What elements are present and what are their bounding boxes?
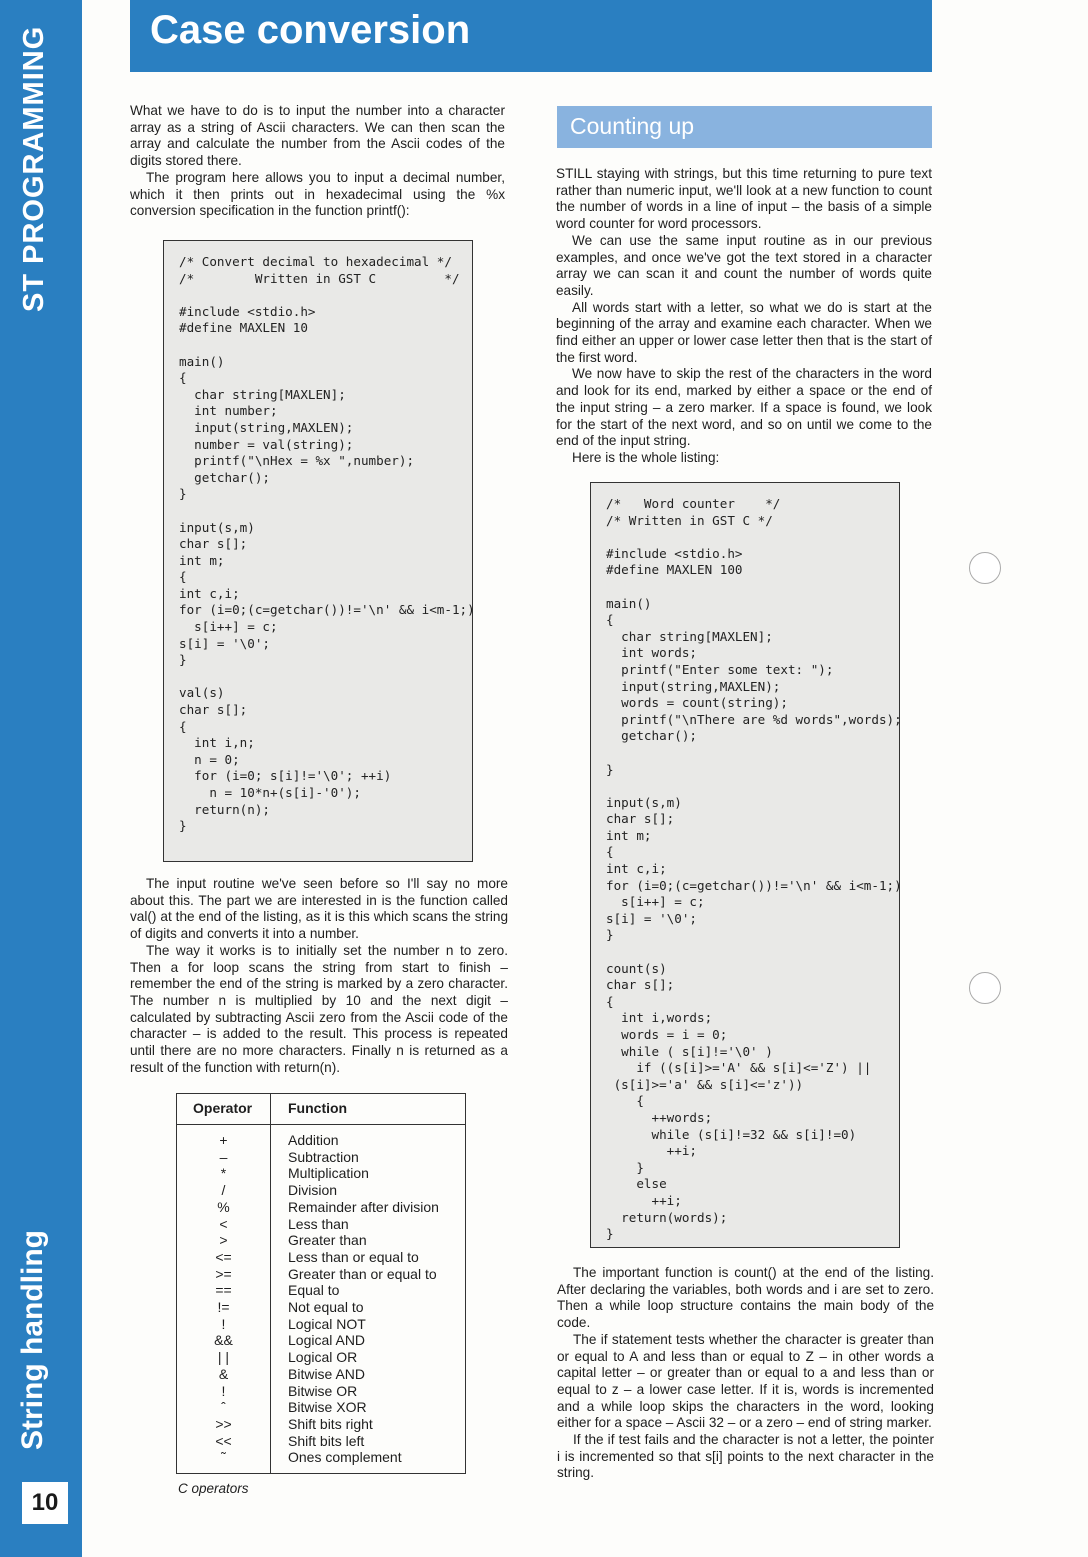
- subheading: Counting up: [570, 113, 695, 139]
- function-cell: Greater than: [288, 1232, 367, 1249]
- function-cell: Not equal to: [288, 1299, 364, 1316]
- operator-cell: *: [220, 1165, 227, 1182]
- table-caption: C operators: [178, 1481, 249, 1496]
- binder-hole: [969, 552, 1001, 584]
- function-cell: Remainder after division: [288, 1198, 439, 1215]
- operator-cell: &: [218, 1365, 229, 1382]
- page-title: Case conversion: [150, 8, 471, 52]
- function-cell: Addition: [288, 1132, 339, 1148]
- code-listing-word-counter: /* Word counter */ /* Written in GST C */ #include <stdio.h> #define MAXLEN 100 main() { char string[MAXLEN]; int words; printf("Enter some text: "); input(string,MAXLEN); words = count(string); printf("\nThere are %d words",words); getchar(); } input(s,m) char s[]; int m; { int c,i; for (i=0;(c=getchar())!='\n' && i<m-1;) s[i++] = c; s[i] = '\0'; } count(s) char s[]; { int i,words; words = i = 0; while ( s[i]!='\0' ) if ((s[i]>='A' && s[i]<='Z') || (s[i]>='a' && s[i]<='z')) { ++words; while (s[i]!=32 && s[i]!=0) ++i; } else ++i; return(words); }: [590, 482, 900, 1248]
- left-after: [130, 876, 508, 1076]
- function-cell: Logical OR: [288, 1349, 358, 1366]
- operator-cell: ˆ: [221, 1399, 226, 1416]
- operators-table: [176, 1093, 466, 1474]
- operator-cell: | |: [217, 1349, 230, 1366]
- function-cell: Division: [288, 1182, 338, 1199]
- paragraph: The if statement tests whether the character is greater than or equal to A and less than or equal to Z – in other words a capital letter – or greater than or equal to a and less than or equal to z – a lower case letter. If it is, words is incremented and a while loop skips the characters in the word, looking either for a space – Ascii 32 – or a zero – end of string marker.: [557, 1331, 934, 1431]
- column-divider: [270, 1094, 271, 1473]
- operator-cell: ==: [215, 1282, 232, 1299]
- operator-cell: –: [219, 1148, 228, 1165]
- right-after: [557, 1265, 934, 1482]
- function-cell: Logical AND: [288, 1332, 366, 1349]
- title-bar: [130, 0, 932, 72]
- operator-cell: !: [221, 1382, 226, 1399]
- paragraph: We can use the same input routine as in our previous examples, and once we've got the text stored in a character array we can scan it and count the number of words quite easily.: [556, 232, 932, 298]
- operator-cell: <<: [215, 1432, 232, 1449]
- operator-cell: &&: [214, 1332, 233, 1349]
- paragraph: The program here allows you to input a decimal number, which it then prints out in hexadecimal using the %x conversion specification in the function printf():: [130, 169, 505, 219]
- operator-cell: !=: [217, 1299, 230, 1316]
- left-intro: [130, 103, 505, 220]
- function-cell: Less than or equal to: [288, 1248, 419, 1265]
- header-operator: Operator: [193, 1100, 253, 1116]
- function-cell: Bitwise OR: [288, 1382, 358, 1399]
- operator-cell: %: [217, 1198, 230, 1215]
- paragraph: The way it works is to initially set the number n to zero. Then a for loop scans the string from start to finish – remember the end of the string is marked by a zero character. The number n is multiplied by 10 and the next digit – calculated by subtracting Ascii zero from the Ascii code of the character – is added to the result. This process is repeated until there are no more characters. Finally n is returned as a result of the function with return(n).: [130, 942, 508, 1075]
- operator-column: [177, 1132, 270, 1466]
- paragraph: Here is the whole listing:: [572, 449, 720, 465]
- function-cell: Multiplication: [288, 1165, 369, 1182]
- operator-cell: ˜: [221, 1449, 226, 1466]
- function-cell: Logical NOT: [288, 1315, 366, 1332]
- paragraph: All words start with a letter, so what we do is start at the beginning of the array and examine each character. When we find either an upper or lower case letter then that is the start of the first word.: [556, 299, 932, 365]
- operator-cell: >>: [215, 1415, 232, 1432]
- paragraph: The input routine we've seen before so I'll say no more about this. The part we are interested in is the function called val() at the end of the listing, as it is this which scans the string of digits and converts it into a number.: [130, 876, 508, 942]
- paragraph: If the if test fails and the character is not a letter, the pointer i is incremented so that s[i] points to the next character in the string.: [557, 1432, 934, 1481]
- paragraph: What we have to do is to input the number into a character array as a string of Ascii characters. We can then scan the array and calculate the number from the Ascii codes of the digits stored there.: [130, 103, 505, 169]
- paragraph: STILL staying with strings, but this time returning to pure text rather than numeric input, we'll look at a new function to count the number of words in a line of input – the basis of a simple word counter for word processors.: [556, 166, 932, 232]
- paragraph: We now have to skip the rest of the characters in the word and look for its end, marked by either a space or the end of the input string – a zero marker. If a space is found, we look for the start of the next word, and so on until we come to the end of the input string.: [556, 366, 932, 449]
- page-number: 10: [22, 1482, 68, 1524]
- code-listing-hex: /* Convert decimal to hexadecimal */ /* Written in GST C */ #include <stdio.h> #define MAXLEN 10 main() { char string[MAXLEN]; int number; input(string,MAXLEN); number = val(string); printf("\nHex = %x ",number); getchar(); } input(s,m) char s[]; int m; { int c,i; for (i=0;(c=getchar())!='\n' && i<m-1;) s[i++] = c; s[i] = '\0'; } val(s) char s[]; { int i,n; n = 0; for (i=0; s[i]!='\0'; ++i) n = 10*n+(s[i]-'0'); return(n); }: [163, 240, 473, 862]
- header-function: Function: [288, 1100, 348, 1116]
- function-cell: Shift bits right: [288, 1415, 373, 1432]
- operator-cell: <: [219, 1215, 228, 1232]
- function-cell: Less than: [288, 1215, 349, 1232]
- operator-cell: +: [219, 1132, 228, 1148]
- chapter-label: String handling: [16, 1230, 49, 1450]
- function-cell: Greater than or equal to: [288, 1265, 437, 1282]
- function-column: [288, 1132, 439, 1466]
- operator-cell: /: [221, 1182, 226, 1199]
- subheading-bar: [557, 106, 932, 148]
- paragraph: The important function is count() at the end of the listing. After declaring the variables, both words and i are set to zero. Then a while loop structure contains the main body of the code.: [557, 1265, 934, 1331]
- function-cell: Subtraction: [288, 1148, 359, 1165]
- binder-hole: [969, 972, 1001, 1004]
- table-header: [177, 1094, 465, 1125]
- operator-cell: >: [219, 1232, 228, 1249]
- function-cell: Ones complement: [288, 1449, 402, 1466]
- function-cell: Shift bits left: [288, 1432, 365, 1449]
- operator-cell: !: [221, 1315, 226, 1332]
- section-label: ST PROGRAMMING: [18, 25, 50, 312]
- operator-cell: <=: [215, 1248, 232, 1265]
- function-cell: Bitwise AND: [288, 1365, 366, 1382]
- right-intro: [556, 166, 932, 467]
- function-cell: Equal to: [288, 1282, 340, 1299]
- sidebar: [0, 0, 82, 1557]
- function-cell: Bitwise XOR: [288, 1399, 367, 1416]
- operator-cell: >=: [215, 1265, 232, 1282]
